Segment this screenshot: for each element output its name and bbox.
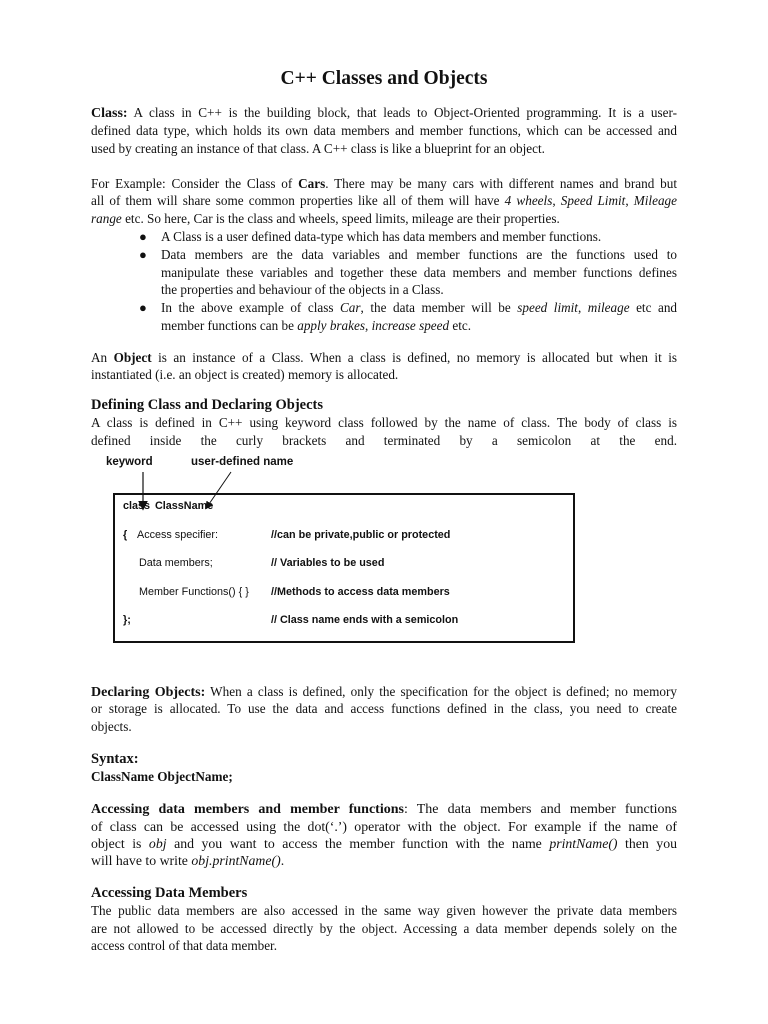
declaring-line-1 [91, 683, 677, 702]
accessing-line-2: of class can be accessed using the dot(‘.’) operator with the object. For example if the name of [91, 819, 677, 834]
code-member-functions: Member Functions() { } [139, 586, 249, 598]
italic-term: Mileage [633, 193, 677, 208]
italic-term: range [91, 211, 122, 226]
italic-term: 4 wheels [504, 193, 553, 208]
example-line-1 [91, 175, 677, 193]
example-line-2 [91, 192, 677, 210]
class-syntax-diagram [91, 452, 677, 652]
bullet-text: , the data member will be [360, 300, 518, 315]
bullet-text: etc and [629, 300, 678, 315]
syntax-heading: Syntax: [91, 751, 139, 767]
code-comment-variables: // Variables to be used [271, 557, 385, 569]
bullet-icon: ● [139, 229, 147, 244]
example-text: . There may be many cars with different names and brand but [325, 176, 677, 191]
bullet-2-line-2: manipulate these variables and together these data members and member functions defines [161, 265, 677, 280]
defining-heading: Defining Class and Declaring Objects [91, 397, 323, 413]
separator: , [365, 318, 372, 333]
bullet-text: etc. [449, 318, 472, 333]
bullet-3-line-1 [161, 299, 677, 317]
example-line-3 [91, 210, 677, 228]
italic-term: obj.printName() [191, 853, 281, 868]
intro-line-2: defined data type, which holds its own data members and member functions, which can be accessed and [91, 123, 677, 138]
class-label: Class: [91, 106, 128, 121]
bullet-2-line-3: the properties and behaviour of the objects in a Class. [161, 282, 444, 297]
example-text: etc. So here, Car is the class and wheels, speed limits, mileage are their properties. [121, 211, 560, 226]
italic-term: increase speed [371, 318, 450, 333]
example-text: all of them will share some common properties like all of them will have [91, 193, 505, 208]
data-members-line-2: are not allowed to be accessed directly by the object. Accessing a data member depends solely on the [91, 921, 677, 936]
italic-term: obj [148, 836, 167, 851]
object-term: Object [113, 350, 152, 365]
declaring-label: Declaring Objects: [91, 685, 206, 700]
defining-line-1: A class is defined in C++ using keyword class followed by the name of class. The body of class is [91, 415, 677, 430]
accessing-text: will have to write [91, 853, 192, 868]
user-defined-name-label: user-defined name [191, 456, 294, 468]
separator: , [552, 193, 561, 208]
object-line-2: instantiated (i.e. an object is created) memory is allocated. [91, 367, 399, 382]
code-close-brace: }; [123, 614, 131, 626]
accessing-text: then you [617, 836, 677, 851]
declaring-line-2: or storage is allocated. To use the data and access functions defined in the class, you need to create [91, 701, 677, 716]
declaring-text: When a class is defined, only the specification for the object is defined; no memory [205, 684, 677, 699]
code-data-members: Data members; [139, 557, 213, 569]
data-members-heading: Accessing Data Members [91, 885, 248, 901]
code-comment-access: //can be private,public or protected [271, 529, 451, 541]
object-text: An [91, 350, 114, 365]
code-comment-methods: //Methods to access data members [271, 586, 450, 598]
code-comment-semicolon: // Class name ends with a semicolon [271, 614, 459, 626]
bullet-icon: ● [139, 300, 147, 315]
accessing-text: . [280, 853, 285, 868]
accessing-text: and you want to access the member function with the name [166, 836, 550, 851]
italic-term: Car [340, 300, 361, 315]
accessing-line-1 [91, 801, 677, 819]
italic-term: apply brakes [297, 318, 365, 333]
syntax-code: ClassName ObjectName; [91, 769, 233, 784]
intro-text-1: A class in C++ is the building block, that leads to Object-Oriented programming. It is a user- [127, 105, 677, 120]
object-line-1 [91, 349, 677, 367]
separator: , [577, 300, 588, 315]
bullet-icon: ● [139, 247, 147, 262]
accessing-label: Accessing data members and member functions [91, 802, 404, 817]
code-open-brace: { [123, 529, 128, 541]
keyword-label: keyword [106, 456, 153, 468]
code-access-specifier: Access specifier: [137, 529, 219, 541]
bullet-1: A Class is a user defined data-type which has data members and member functions. [161, 229, 602, 244]
accessing-line-3 [91, 835, 677, 853]
italic-term: Speed Limit [560, 193, 626, 208]
data-members-line-3: access control of that data member. [91, 938, 278, 953]
intro-line-1 [91, 104, 677, 123]
defining-line-2: defined inside the curly brackets and terminated by a semicolon at the end. [91, 433, 677, 448]
data-members-line-1: The public data members are also accessed in the same way given however the private data members [91, 903, 677, 918]
separator: , [625, 193, 634, 208]
italic-term: printName() [549, 836, 618, 851]
accessing-text: : The data members and member functions [403, 802, 677, 817]
intro-line-3: used by creating an instance of that class. A C++ class is like a blueprint for an object. [91, 141, 545, 156]
italic-term: speed limit [517, 300, 578, 315]
cars-term: Cars [298, 176, 326, 191]
bullet-text: In the above example of class [161, 300, 341, 315]
example-text: For Example: Consider the Class of [91, 176, 299, 191]
bullet-3-line-2 [161, 317, 677, 335]
page-title: C++ Classes and Objects [280, 68, 488, 89]
accessing-line-4 [91, 852, 677, 870]
italic-term: mileage [587, 300, 630, 315]
code-classname: ClassName [155, 500, 214, 512]
bullet-2-line-1: Data members are the data variables and member functions are the functions used to [161, 247, 677, 262]
declaring-line-3: objects. [91, 719, 132, 734]
bullet-text: member functions can be [161, 318, 298, 333]
accessing-text: object is [91, 836, 149, 851]
object-text: is an instance of a Class. When a class is defined, no memory is allocated but when it is [151, 350, 677, 365]
code-keyword-class: class [123, 500, 151, 512]
code-box [113, 493, 575, 643]
